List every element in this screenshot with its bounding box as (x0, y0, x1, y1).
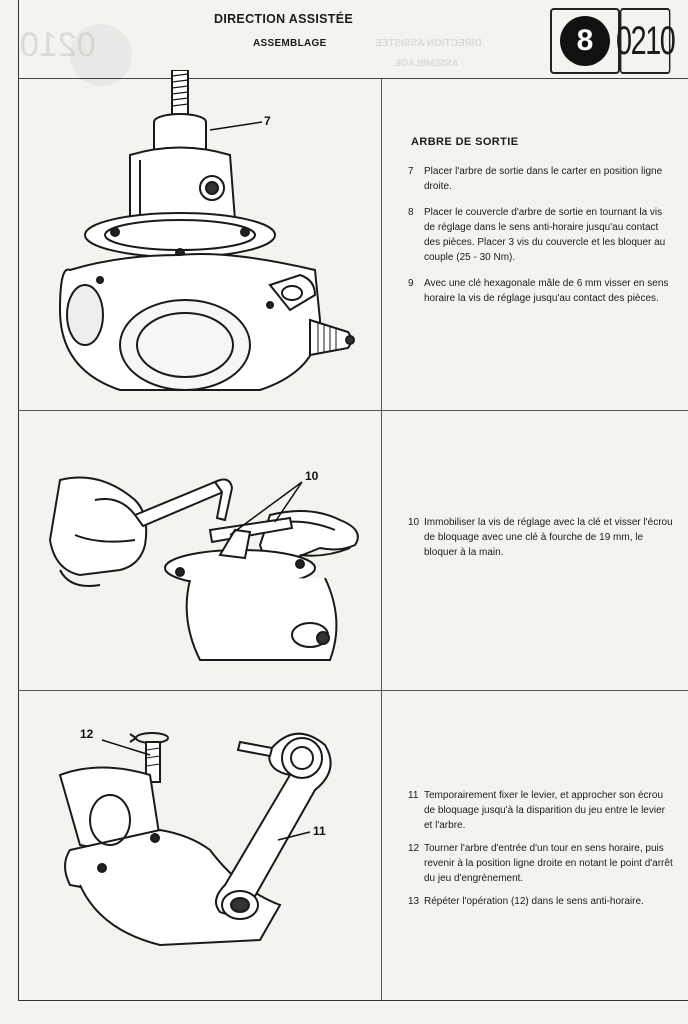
step-11 (400, 788, 675, 833)
step-13 (400, 894, 675, 909)
chapter-badge: 8 (560, 16, 610, 66)
callout-11: 11 (313, 824, 326, 838)
step-number: 7 (408, 166, 414, 177)
callout-12: 12 (80, 727, 94, 741)
figure-lock-nut-wrench (40, 460, 375, 680)
figure-output-shaft-housing (30, 70, 370, 405)
step-text: Placer l'arbre de sortie dans le carter en position ligne droite. (424, 166, 663, 192)
step-number: 13 (408, 896, 420, 907)
frame-bottom-rule (18, 1000, 688, 1001)
callout-7: 7 (264, 114, 271, 128)
step-number: 8 (408, 207, 414, 218)
sheet-number-box (616, 8, 675, 74)
ghost-title: DIRECTION ASSISTÉE (375, 38, 482, 49)
step-9 (400, 276, 675, 306)
step-10 (400, 515, 675, 560)
step-7 (400, 164, 675, 194)
chapter-box (550, 8, 620, 74)
step-12 (400, 841, 675, 886)
column-divider (381, 78, 382, 1000)
step-number: 12 (408, 843, 420, 854)
row-divider-2 (18, 690, 688, 691)
frame-left-rule (18, 0, 19, 1000)
sheet-number: 0210 (616, 18, 675, 63)
step-text: Placer le couvercle d'arbre de sortie en tournant la vis de réglage dans le sens anti-horaire jusqu'au contact des pièces. Placer 3 vis du couvercle et les bloquer au couple (25 - 30 Nm). (424, 207, 666, 263)
step-text: Temporairement fixer le levier, et approcher son écrou de bloquage jusqu'à la disparition du jeu entre le levier et l'arbre. (424, 790, 665, 831)
ghost-subtitle: ASSEMBLAGE (395, 58, 459, 68)
row-divider-1 (18, 410, 688, 411)
step-number: 10 (408, 517, 420, 528)
step-text: Immobiliser la vis de réglage avec la clé et visser l'écrou de bloquage avec une clé à fourche de 19 mm, le bloquer à la main. (424, 517, 673, 558)
step-text: Avec une clé hexagonale mâle de 6 mm visser en sens horaire la vis de réglage jusqu'au contact des pièces. (424, 278, 669, 304)
callout-10: 10 (305, 469, 319, 483)
ghost-sheet-number: 0210 (20, 26, 96, 64)
step-8 (400, 205, 675, 265)
figure-lever-fitting (40, 720, 375, 965)
step-number: 11 (408, 790, 419, 801)
step-text: Répéter l'opération (12) dans le sens anti-horaire. (424, 896, 644, 907)
section-title: ARBRE DE SORTIE (411, 136, 519, 148)
page-subtitle: ASSEMBLAGE (253, 38, 327, 49)
step-number: 9 (408, 278, 414, 289)
step-text: Tourner l'arbre d'entrée d'un tour en sens horaire, puis revenir à la position ligne droite en notant le point d'arrêt du jeu d'engrènement. (424, 843, 673, 884)
page-title: DIRECTION ASSISTÉE (214, 12, 353, 26)
